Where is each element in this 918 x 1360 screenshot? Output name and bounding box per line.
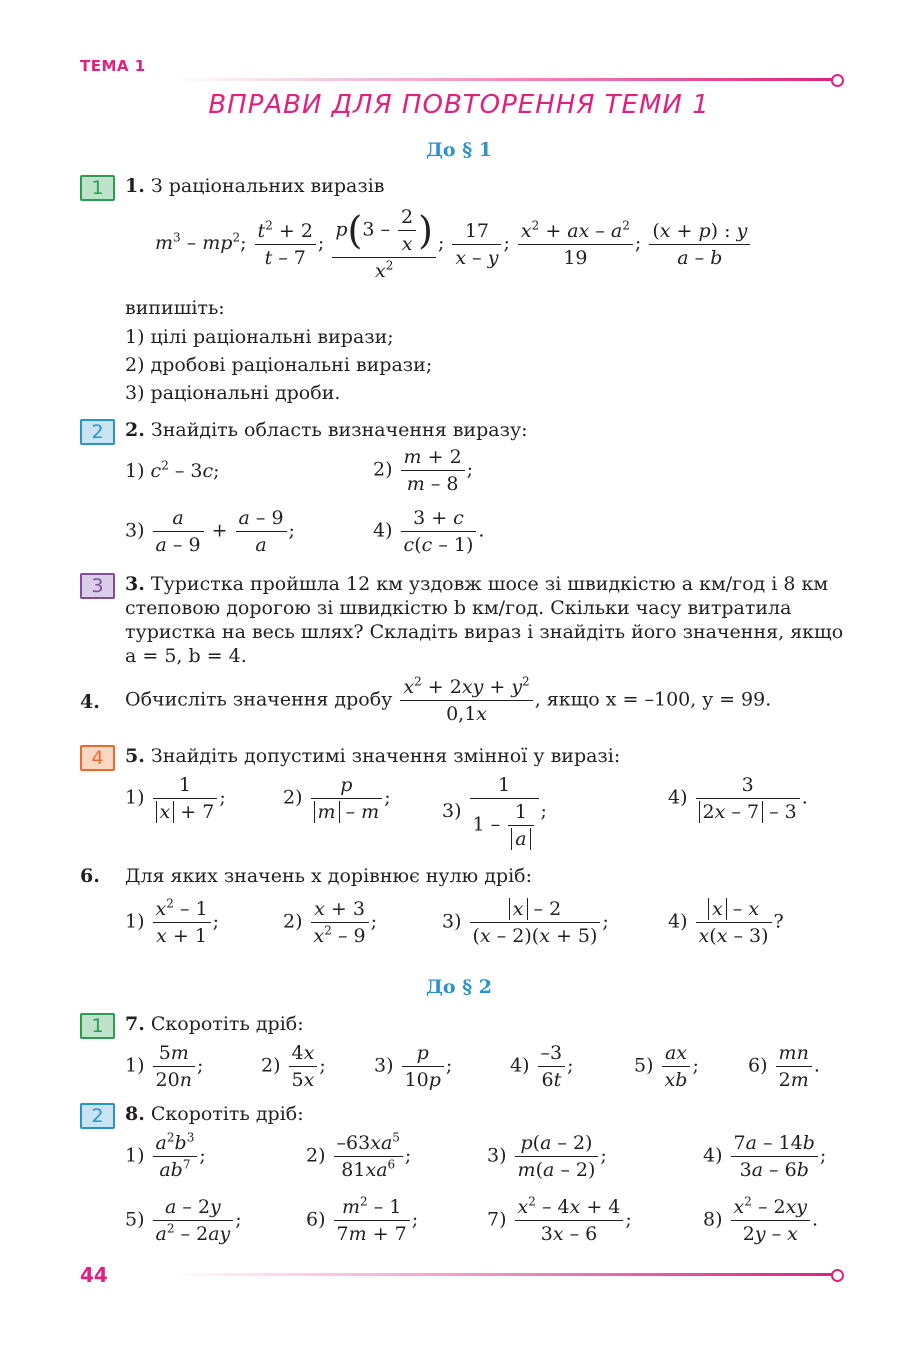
header-rule-end (831, 74, 844, 87)
level-badge-2: 2 (80, 1103, 115, 1129)
exercise-number: 8. (125, 1103, 145, 1125)
ex2-part-1: 1) $c^2 - 3c$; (125, 458, 220, 482)
ex8-part-4: 4) $\frac{7a - 14b}{3a - 6b}$ ; (703, 1132, 827, 1181)
exercise-1-item-1: 1) цілі раціональні вирази; (125, 326, 394, 348)
exercise-statement: Обчисліть значення дробу (125, 688, 393, 711)
page-number: 44 (80, 1263, 108, 1287)
level-badge-1: 1 (80, 1013, 115, 1039)
exercise-1-item-2: 2) дробові раціональні вирази; (125, 354, 433, 376)
ex2-part-4: 4) $\frac{3 + c}{c(c - 1)}$ . (373, 507, 485, 556)
exercise-statement: Знайдіть допустимі значення змінної у виразі: (150, 745, 621, 767)
ex6-part-3: 3) $\frac{x - 2}{(x - 2)(x + 5)}$ ; (442, 898, 609, 947)
exercise-1-text (125, 174, 384, 198)
ex8-part-1: 1) $\frac{a^2b^3}{ab^7}$ ; (125, 1130, 206, 1181)
ex8-part-2: 2) $\frac{-63xa^5}{81xa^6}$ ; (306, 1130, 412, 1181)
exercise-number: 1. (125, 175, 145, 197)
ex5-part-1: 1) $\frac{1}{x + 7}$ ; (125, 774, 226, 823)
exercise-1-expressions: $m^3 - mp^2$; $\frac{t^2 + 2}{t - 7}$ ; p(3 – $\frac{2}{x}$ ) $x^2$ ; $\frac{17}{x - y}$ ; $\frac{x^2 + ax - a^2}{19}$ ; $\frac{(x + p) : y}{a - b}$ (155, 204, 752, 284)
exercise-4-number: 4. (80, 691, 100, 713)
ex7-part-1: 1) $\frac{5m}{20n}$ ; (125, 1042, 204, 1091)
ex6-part-4: 4) $\frac{x - x}{x(x - 3)}$ ? (668, 898, 784, 947)
exercise-number: 3. (125, 573, 145, 595)
header-rule (170, 78, 832, 81)
level-badge-1: 1 (80, 175, 115, 201)
exercise-statement: Скоротіть дріб: (150, 1103, 304, 1125)
ex5-part-4: 4) $\frac{3}{2x - 7 - 3}$ . (668, 774, 808, 823)
exercise-statement: З раціональних виразів (150, 175, 385, 197)
exercise-number: 7. (125, 1013, 145, 1035)
section-heading-1: До § 1 (426, 139, 492, 161)
ex5-part-3: 3) 1 1 – $\frac{1}{a}$ ; (442, 774, 547, 850)
ex8-part-8: 8) $\frac{x^2 - 2xy}{2y - x}$ . (703, 1194, 819, 1245)
exercise-6-text: Для яких значень x дорівнює нулю дріб: (125, 865, 533, 887)
exercise-7-text (125, 1012, 304, 1036)
exercise-1-item-3: 3) раціональні дроби. (125, 382, 341, 404)
exercise-condition: , якщо x = –100, y = 99. (534, 688, 772, 711)
exercise-2-text (125, 418, 528, 442)
ex7-part-2: 2) $\frac{4x}{5x}$ ; (261, 1042, 326, 1091)
exercise-8-text (125, 1102, 304, 1126)
footer-rule-end (831, 1269, 844, 1282)
ex7-part-3: 3) $\frac{p}{10p}$ ; (374, 1042, 453, 1091)
exercise-4-text: Обчисліть значення дробу $\frac{x^2 + 2xy + y^2}{0,1x}$ , якщо x = –100, y = 99. (125, 674, 772, 725)
page-title: ВПРАВИ ДЛЯ ПОВТОРЕННЯ ТЕМИ 1 (208, 90, 710, 120)
exercise-statement: Скоротіть дріб: (150, 1013, 304, 1035)
exercise-3-text (125, 572, 845, 668)
ex2-part-3: 3) $\frac{a}{a - 9}$ + $\frac{a - 9}{a}$ ; (125, 507, 295, 556)
exercise-6-number: 6. (80, 865, 100, 887)
ex7-part-5: 5) $\frac{ax}{xb}$ ; (634, 1042, 699, 1091)
ex8-part-7: 7) $\frac{x^2 - 4x + 4}{3x - 6}$ ; (487, 1194, 632, 1245)
exercise-statement: Знайдіть область визначення виразу: (150, 419, 528, 441)
section-heading-2: До § 2 (426, 976, 492, 998)
level-badge-4: 4 (80, 745, 115, 771)
ex7-part-6: 6) $\frac{mn}{2m}$ . (748, 1042, 820, 1091)
topic-label: ТЕМА 1 (80, 57, 146, 75)
exercise-1-instruction: випишіть: (125, 297, 225, 319)
footer-rule (170, 1273, 832, 1276)
ex6-part-2: 2) $\frac{x + 3}{x^2 - 9}$ ; (283, 898, 377, 947)
level-badge-2: 2 (80, 419, 115, 445)
exercise-number: 2. (125, 419, 145, 441)
ex6-part-1: 1) $\frac{x^2 - 1}{x + 1}$ ; (125, 896, 219, 947)
exercise-statement: Туристка пройшла 12 км уздовж шосе зі швидкістю a км/год і 8 км степовою дорогою зі швидкістю b км/год. Скільки часу витратила туристка на весь шлях? Складіть вираз і знайдіть його значення, якщо a = 5, b = 4. (125, 573, 844, 667)
ex8-part-3: 3) $\frac{p(a - 2)}{m(a - 2)}$ ; (487, 1132, 607, 1181)
ex8-part-6: 6) $\frac{m^2 - 1}{7m + 7}$ ; (306, 1194, 419, 1245)
exercise-5-text (125, 744, 620, 768)
ex7-part-4: 4) $\frac{-3}{6t}$ ; (510, 1042, 574, 1091)
level-badge-3: 3 (80, 573, 115, 599)
exercise-number: 5. (125, 745, 145, 767)
ex5-part-2: 2) $\frac{p}{m - m}$ ; (283, 774, 391, 823)
ex8-part-5: 5) $\frac{a - 2y}{a^2 - 2ay}$ ; (125, 1196, 242, 1245)
ex2-part-2: 2) $\frac{m + 2}{m - 8}$ ; (373, 446, 474, 495)
